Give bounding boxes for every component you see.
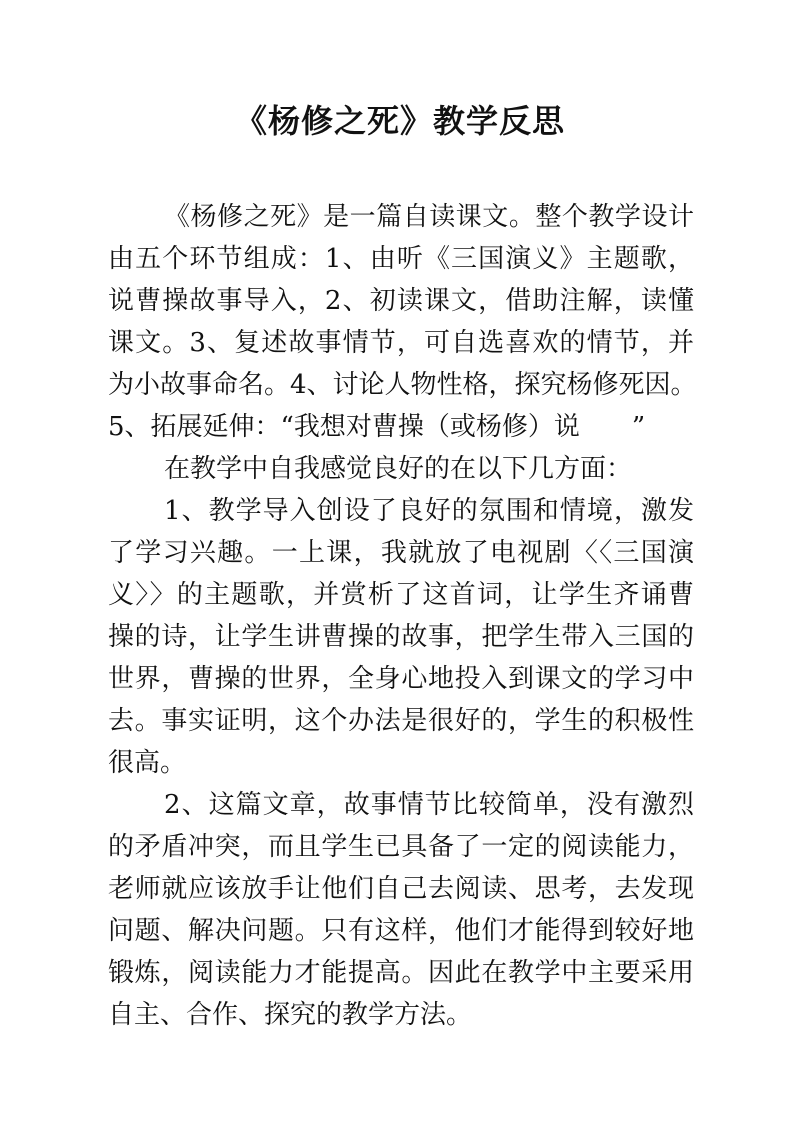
text-line: 老师就应该放手让他们自己去阅读、思考，去发现 [108, 874, 694, 904]
text-line: 义〉〉的主题歌，并赏析了这首词，让学生齐诵曹 [108, 580, 694, 610]
text-line: 为小故事命名。4、讨论人物性格，探究杨修死因。 [108, 370, 697, 400]
text-line: 问题、解决问题。只有这样，他们才能得到较好地 [108, 916, 694, 946]
text-line: 世界，曹操的世界，全身心地投入到课文的学习中 [108, 664, 694, 694]
text-line: 《杨修之死》是一篇自读课文。整个教学设计 [164, 202, 694, 232]
text-line: 了学习兴趣。一上课，我就放了电视剧〈〈三国演 [108, 538, 694, 568]
text-line: 锻炼，阅读能力才能提高。因此在教学中主要采用 [108, 958, 694, 988]
text-line: 5、拓展延伸：“我想对曹操（或杨修）说 ” [108, 412, 646, 442]
text-line: 去。事实证明，这个办法是很好的，学生的积极性 [108, 706, 694, 736]
text-line: 自主、合作、探究的教学方法。 [108, 1000, 473, 1030]
text-line: 说曹操故事导入，2、初读课文，借助注解，读懂 [108, 286, 694, 316]
text-line: 2、这篇文章，故事情节比较简单，没有激烈 [164, 790, 694, 820]
document-title: 《杨修之死》教学反思 [234, 102, 565, 140]
text-line: 很高。 [108, 748, 187, 778]
text-line: 由五个环节组成：1、由听《三国演义》主题歌， [108, 244, 694, 274]
text-line: 在教学中自我感觉良好的在以下几方面： [164, 454, 633, 484]
text-line: 的矛盾冲突，而且学生已具备了一定的阅读能力， [108, 832, 694, 862]
text-line: 操的诗，让学生讲曹操的故事，把学生带入三国的 [108, 622, 694, 652]
text-line: 1、教学导入创设了良好的氛围和情境，激发 [164, 496, 694, 526]
text-line: 课文。3、复述故事情节，可自选喜欢的情节，并 [108, 328, 694, 358]
document-body [108, 196, 697, 1036]
